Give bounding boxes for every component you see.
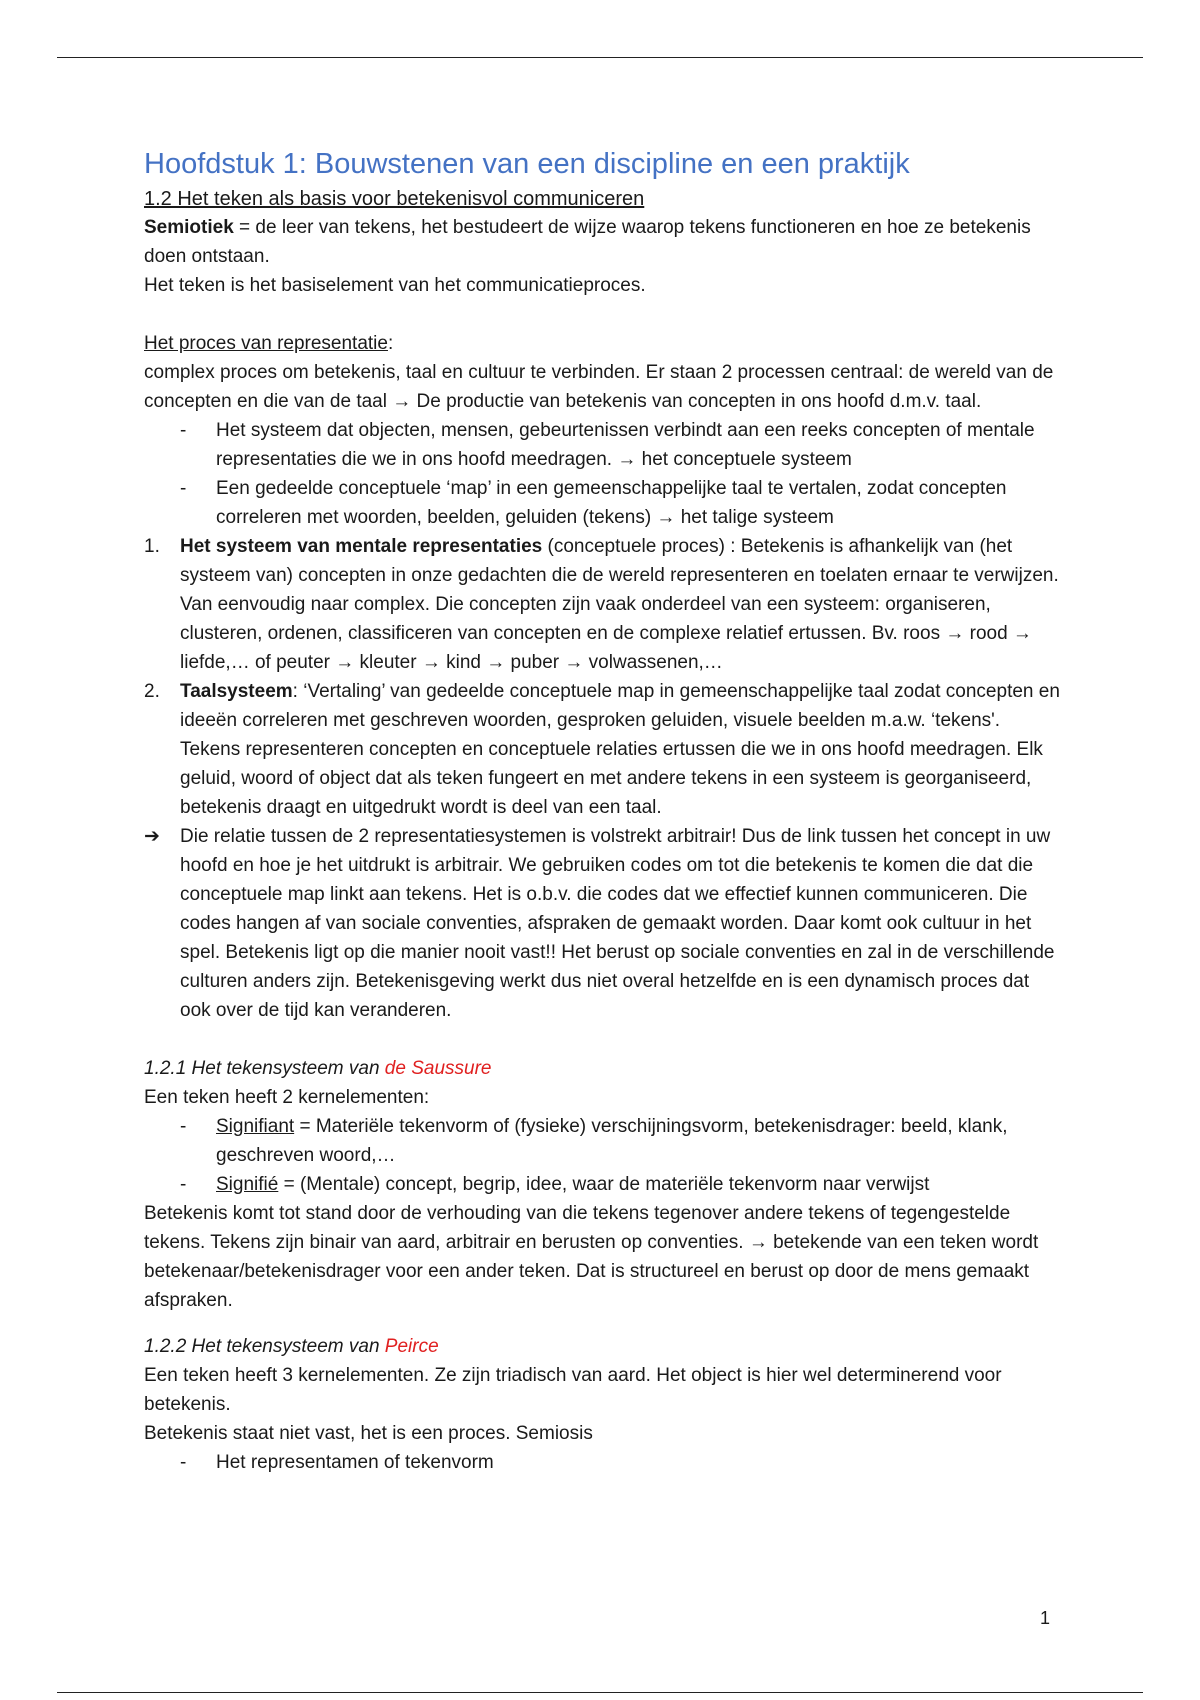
numbered-item-2: 2. Taalsysteem: ‘Vertaling’ van gedeelde conceptuele map in gemeenschappelijke taal zodat concepten en ideeën correleren met geschreven woorden, gesproken geluiden, visuele beelden m.a.w. ‘tekens'. Tekens representeren concepten en conceptuele relaties ertussen die we in ons hoofd meedragen. Elk geluid, woord of object dat als teken fungeert en met andere tekens in een systeem is georganiseerd, betekenis draagt en uitgedrukt wordt is deel van een taal. (144, 681, 1060, 818)
list-item: - Het systeem dat objecten, mensen, gebeurtenissen verbindt aan een reeks concepten of mentale representaties die we in ons hoofd meedragen. → het conceptuele systeem (180, 420, 1035, 470)
semiotiek-term: Semiotiek (144, 217, 234, 238)
representatie-title: Het proces van representatie (144, 333, 388, 354)
saussure-heading: 1.2.1 Het tekensysteem van de Saussure (144, 1058, 492, 1079)
peirce-line-1: Een teken heeft 3 kernelementen. Ze zijn triadisch van aard. Het object is hier wel determinerend voor betekenis. (144, 1365, 1002, 1415)
list-item: - Signifié = (Mentale) concept, begrip, idee, waar de materiële tekenvorm naar verwijst (180, 1174, 930, 1195)
document-body (144, 146, 1064, 1477)
header-rule (57, 57, 1143, 58)
chapter-heading: Hoofdstuk 1: Bouwstenen van een discipline en een praktijk (144, 148, 910, 180)
list-item: - Het representamen of tekenvorm (180, 1452, 494, 1473)
semiotiek-text: = de leer van tekens, het bestudeert de wijze waarop tekens functioneren en hoe ze betekenis doen ontstaan. (144, 217, 1031, 267)
saussure-closing: Betekenis komt tot stand door de verhouding van die tekens tegenover andere tekens of tegengestelde tekens. Tekens zijn binair van aard, arbitrair en berusten op conventies. → betekende van een teken wordt betekenaar/betekenisdrager voor een ander teken. Dat is structureel en berust op door de mens gemaakt afspraken. (144, 1203, 1039, 1311)
intro-line: Het teken is het basiselement van het communicatieproces. (144, 275, 646, 296)
numbered-item-1: 1. Het systeem van mentale representaties (conceptuele proces) : Betekenis is afhankelijk van (het systeem van) concepten in onze gedachten die de wereld representeren en toelaten ernaar te verwijzen. Van eenvoudig naar complex. Die concepten zijn vaak onderdeel van een systeem: organiseren, clusteren, ordenen, classificeren van concepten en de complexe relatief ertussen. Bv. roos → rood → liefde,… of peuter → kleuter → kind → puber → volwassenen,… (144, 536, 1059, 673)
peirce-line-2: Betekenis staat niet vast, het is een proces. Semiosis (144, 1423, 593, 1444)
saussure-intro: Een teken heeft 2 kernelementen: (144, 1087, 430, 1108)
semiotiek-definition (144, 213, 1064, 271)
list-item: - Signifiant = Materiële tekenvorm of (fysieke) verschijningsvorm, betekenisdrager: beeld, klank, geschreven woord,… (180, 1116, 1008, 1166)
arrow-icon: ➔ (144, 826, 160, 847)
arrow-paragraph: ➔ Die relatie tussen de 2 representatiesystemen is volstrekt arbitrair! Dus de link tussen het concept in uw hoofd en hoe je het uitdrukt is arbitrair. We gebruiken codes om tot die betekenis te komen die dat die conceptuele map linkt aan tekens. Het is o.b.v. die codes dat we effectief kunnen communiceren. Die codes hangen af van sociale conventies, afspraken de gemaakt worden. Daar komt ook cultuur in het spel. Betekenis ligt op die manier nooit vast!! Het berust op sociale conventies en zal in de verschillende culturen anders zijn. Betekenisgeving werkt dus niet overal hetzelfde en is een dynamisch proces dat ook over de tijd kan veranderen. (144, 822, 1064, 1025)
section-heading: 1.2 Het teken als basis voor betekenisvol communiceren (144, 188, 645, 210)
list-item: - Een gedeelde conceptuele ‘map’ in een gemeenschappelijke taal te vertalen, zodat concepten correleren met woorden, beelden, geluiden (tekens) → het talige systeem (180, 478, 1007, 528)
footer-rule (57, 1692, 1143, 1693)
representatie-text: complex proces om betekenis, taal en cultuur te verbinden. Er staan 2 processen centraal: de wereld van de concepten en die van de taal → De productie van betekenis van concepten in ons hoofd d.m.v. taal. (144, 362, 1054, 412)
representatie-heading: Het proces van representatie: (144, 333, 394, 354)
page-number: 1 (1040, 1608, 1051, 1628)
peirce-heading: 1.2.2 Het tekensysteem van Peirce (144, 1336, 439, 1357)
